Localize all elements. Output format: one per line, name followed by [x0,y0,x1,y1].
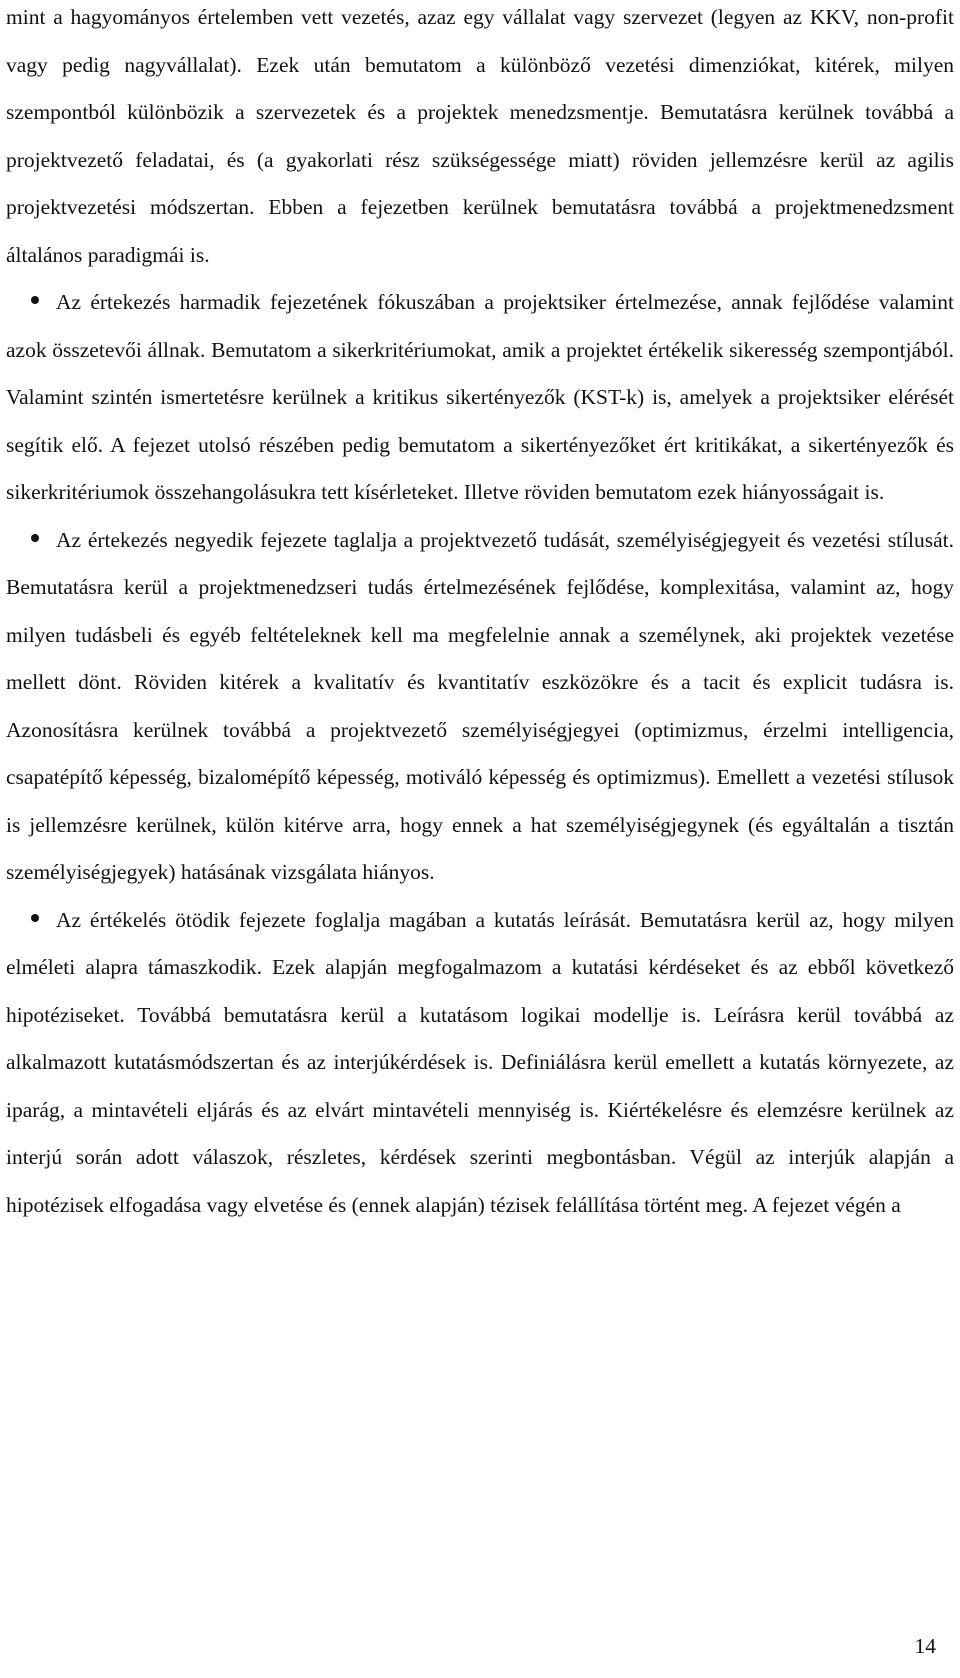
bullet-text: Az értekezés harmadik fejezetének fókuszában a projektsiker értelmezése, annak fejlődése valamint azok összetevői állnak. Bemutatom a sikerkritériumokat, amik a projektet értékelik sikeresség szempontjából. Valamint szintén ismertetésre kerülnek a kritikus sikertényezők (KST-k) is, amelyek a projektsiker elérését segítik elő. A fejezet utolsó részében pedig bemutatom a sikertényezőket ért kritikákat, a sikertényezők és sikerkritériumok összehangolásukra tett kísérleteket. Illetve röviden bemutatom ezek hiányosságait is. [6,290,954,504]
bullet-paragraph-chapter-5 [6,897,954,1230]
page-number: 14 [914,1634,936,1658]
body-text [6,0,954,1229]
bullet-text: Az értekezés negyedik fejezete taglalja a projektvezető tudását, személyiségjegyeit és vezetési stílusát. Bemutatásra kerül a projektmenedzseri tudás értelmezésének fejlődése, komplexitása, valamint az, hogy milyen tudásbeli és egyéb feltételeknek kell ma megfelelnie annak a személynek, aki projektek vezetése mellett dönt. Röviden kitérek a kvalitatív és kvantitatív eszközökre és a tacit és explicit tudásra is. Azonosításra kerülnek továbbá a projektvezető személyiségjegyei (optimizmus, érzelmi intelligencia, csapatépítő képesség, bizalomépítő képesség, motiváló képesség és optimizmus). Emellett a vezetési stílusok is jellemzésre kerülnek, külön kitérve arra, hogy ennek a hat személyiségjegynek (és egyáltalán a tisztán személyiségjegyek) hatásának vizsgálata hiányos. [6,527,954,884]
bullet-text: Az értékelés ötödik fejezete foglalja magában a kutatás leírását. Bemutatásra kerül az, hogy milyen elméleti alapra támaszkodik. Ezek alapján megfogalmazom a kutatási kérdéseket és az ebből következő hipotéziseket. Továbbá bemutatásra kerül a kutatásom logikai modellje is. Leírásra kerül továbbá az alkalmazott kutatásmódszertan és az interjúkérdések is. Definiálásra kerül emellett a kutatás környezete, az iparág, a mintavételi eljárás és az elvárt mintavételi mennyiség is. Kiértékelésre és elemzésre kerülnek az interjú során adott válaszok, részletes, kérdések szerinti megbontásban. Végül az interjúk alapján a hipotézisek elfogadása vagy elvetése és (ennek alapján) tézisek felállítása történt meg. A fejezet végén a [6,907,954,1217]
bullet-paragraph-chapter-4 [6,517,954,897]
paragraph-intro: mint a hagyományos értelemben vett vezetés, azaz egy vállalat vagy szervezet (legyen az KKV, non-profit vagy pedig nagyvállalat). Ezek után bemutatom a különböző vezetési dimenziókat, kitérek, milyen szempontból különbözik a szervezetek és a projektek menedzsmentje. Bemutatásra kerülnek továbbá a projektvezető feladatai, és (a gyakorlati rész szükségessége miatt) röviden jellemzésre kerül az agilis projektvezetési módszertan. Ebben a fejezetben kerülnek bemutatásra továbbá a projektmenedzsment általános paradigmái is. [6,5,954,267]
bullet-paragraph-chapter-3 [6,279,954,517]
